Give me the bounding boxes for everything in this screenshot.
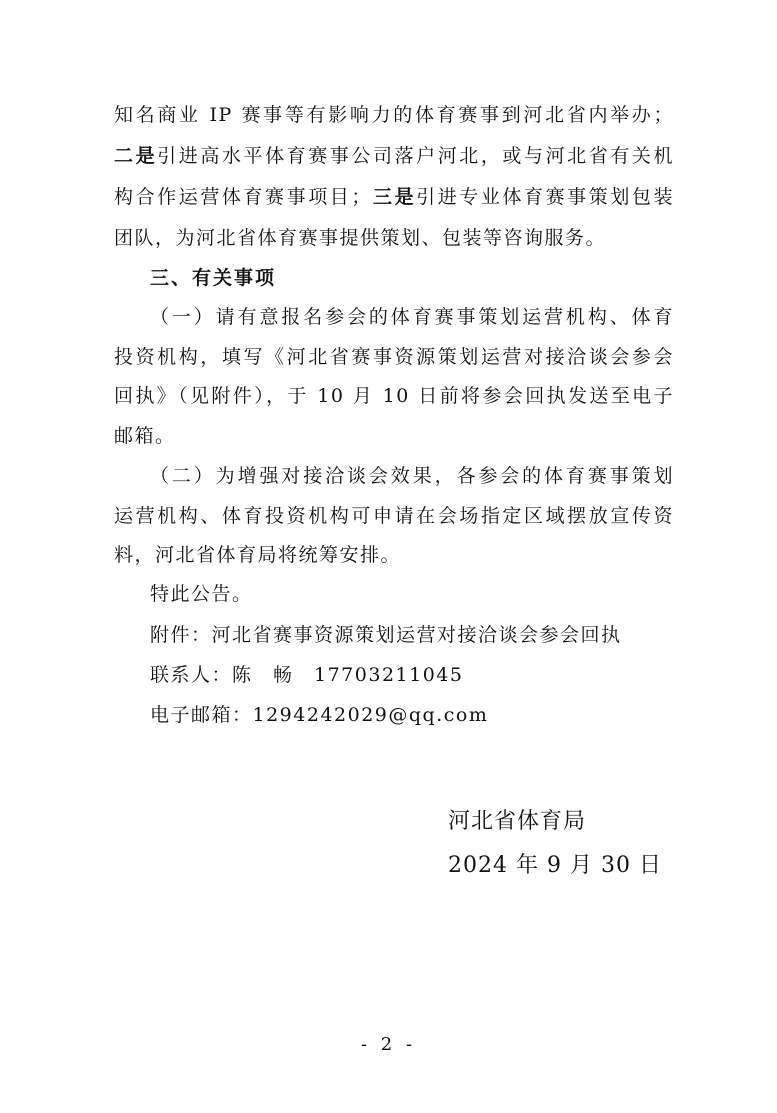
emphasis-text: 二是 (114, 145, 158, 167)
paragraph-line: 运营机构、体育投资机构可申请在会场指定区域摆放宣传资 (114, 505, 674, 527)
paragraph-line: 团队，为河北省体育赛事提供策划、包装等咨询服务。 (114, 227, 607, 249)
emphasis-text: 三是 (371, 186, 417, 208)
closing-announcement: 特此公告。 (150, 583, 253, 605)
paragraph-text: 构合作运营体育赛事项目； (114, 186, 372, 208)
email-line: 电子邮箱：1294242029@qq.com (150, 704, 489, 726)
contact-line: 联系人：陈 畅 17703211045 (150, 664, 464, 686)
paragraph-line: （一）请有意报名参会的体育赛事策划运营机构、体育 (150, 306, 674, 328)
paragraph-line: （二）为增强对接洽谈会效果，各参会的体育赛事策划 (150, 465, 674, 487)
paragraph-line: 料，河北省体育局将统筹安排。 (114, 544, 402, 566)
paragraph-line: 知名商业 IP 赛事等有影响力的体育赛事到河北省内举办； (114, 104, 674, 126)
paragraph-line (114, 142, 674, 170)
issue-date: 2024 年 9 月 30 日 (448, 853, 662, 878)
attachment-line: 附件：河北省赛事资源策划运营对接洽谈会参会回执 (150, 624, 622, 646)
paragraph-line: 邮箱。 (114, 425, 176, 447)
page-number: - 2 - (360, 1034, 417, 1055)
section-heading: 三、有关事项 (150, 267, 277, 289)
paragraph-text: 引进专业体育赛事策划包装 (416, 186, 674, 208)
paragraph-line: 投资机构，填写《河北省赛事资源策划运营对接洽谈会参会 (114, 346, 674, 368)
issuer-name: 河北省体育局 (448, 809, 587, 834)
paragraph-line (114, 183, 674, 211)
paragraph-text: 引进高水平体育赛事公司落户河北，或与河北省有关机 (157, 145, 674, 167)
paragraph-line: 回执》（见附件），于 10 月 10 日前将参会回执发送至电子 (114, 385, 674, 407)
